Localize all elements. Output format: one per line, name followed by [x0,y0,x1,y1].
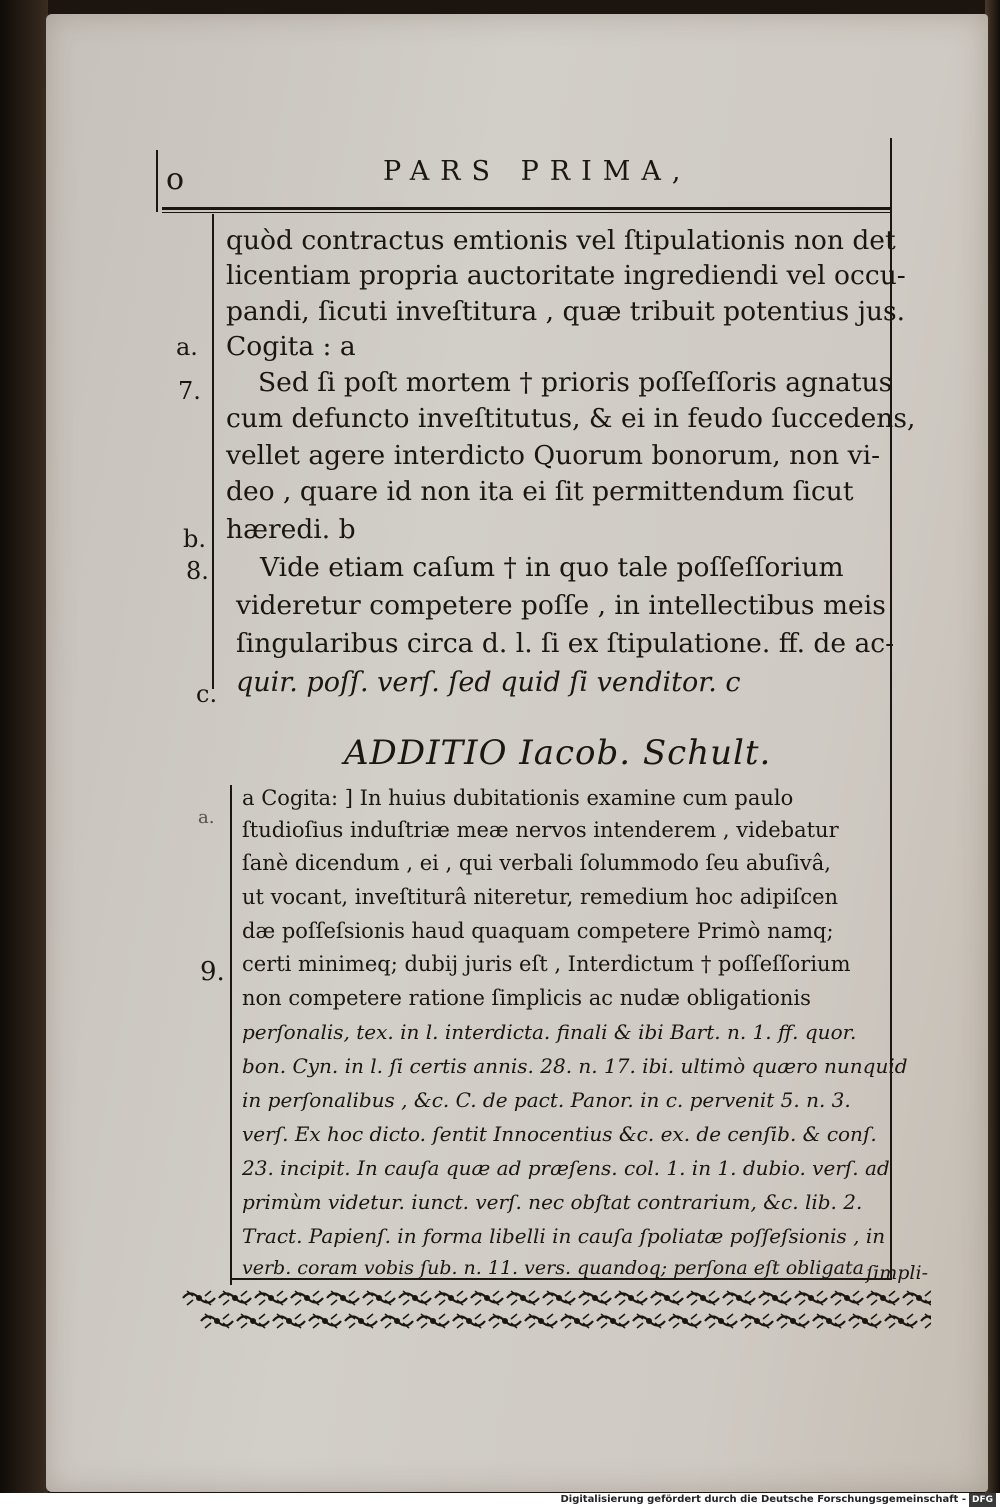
note-line: certi minimeq; dubij juris eſt , Interdictum † poſſeſſorium [242,952,851,976]
frame-left-outer [156,150,158,212]
note-line: verb. coram vobis ſub. n. 11. vers. quandoq; perſona eſt obligata [242,1257,864,1279]
note-line: bon. Cyn. in l. ſi certis annis. 28. n. 17. ibi. ultimò quæro nunquid [242,1054,908,1078]
page-number: o [166,162,185,197]
text-line: Sed ſi poſt mortem † prioris poſſeſſoris agnatus [258,367,893,398]
digitization-footer [0,1493,1000,1507]
text-line: ſingularibus circa d. l. ſi ex ſtipulatione. ff. de ac- [236,628,895,659]
margin-mark: 7. [178,377,201,405]
column-rule [212,214,214,689]
note-line: 23. incipit. In cauſa quæ ad præſens. col. 1. in 1. dubio. verſ. ad [242,1156,890,1180]
header-rule-thin [162,212,892,213]
text-line: videretur competere poſſe , in intellectibus meis [236,590,886,621]
text-line: cum defuncto inveſtitutus, & ei in feudo ſuccedens, [226,403,916,434]
margin-mark: a. [176,333,198,361]
catchword: ſimpli- [866,1262,928,1284]
note-line: primùm videtur. iunct. verſ. nec obſtat contrarium, &c. lib. 2. [242,1190,863,1214]
text-line: vellet agere interdicto Quorum bonorum, non vi- [226,440,881,471]
margin-mark: a. [198,807,215,828]
margin-mark: b. [183,525,206,553]
margin-mark: c. [196,680,218,708]
text-line: pandi, ſicuti inveſtitura , quæ tribuit potentius jus. [226,296,906,327]
text-line: quir. poſſ. verſ. ſed quid ſi venditor. c [236,667,741,698]
text-line: Cogita : a [226,331,356,362]
note-line: ſanè dicendum , ei , qui verbali ſolummodo ſeu abuſivâ, [242,851,831,875]
ornament-band [181,1287,931,1333]
note-line: ſtudioſius induſtriæ meæ nervos intenderem , videbatur [242,818,839,842]
running-head: PARS PRIMA, [383,156,692,187]
note-line: non competere ratione ſimplicis ac nudæ obligationis [242,986,811,1010]
note-line: dæ poſſeſsionis haud quaquam competere Primò namq; [242,919,834,943]
note-line: a Cogita: ] In huius dubitationis examine cum paulo [242,786,794,810]
margin-mark: 9. [200,957,225,987]
dfg-logo-badge: DFG [969,1493,996,1507]
header-rule [162,207,892,210]
text-line: quòd contractus emtionis vel ſtipulationis non det [226,225,896,256]
text-line: hæredi. b [226,514,356,545]
text-line: Vide etiam caſum † in quo tale poſſeſſorium [260,552,844,583]
note-line: verſ. Ex hoc dicto. ſentit Innocentius &c. ex. de cenſib. & conſ. [242,1122,877,1146]
margin-mark: 8. [186,557,209,585]
scan-border-left [0,0,48,1493]
footer-text: Digitalisierung gefördert durch die Deutsche Forschungsgemeinschaft - [560,1494,966,1505]
column-rule-lower [230,785,232,1285]
note-line: perſonalis, tex. in l. interdicta. finali & ibi Bart. n. 1. ff. quor. [242,1020,857,1044]
text-line: licentiam propria auctoritate ingrediendi vel occu- [226,260,906,291]
addition-heading: ADDITIO Iacob. Schult. [344,733,772,773]
note-line: ut vocant, inveſtiturâ niteretur, remedium hoc adipiſcen [242,885,839,909]
note-line: Tract. Papienſ. in forma libelli in cauſa ſpoliatæ poſſeſsionis , in [242,1224,886,1248]
text-line: deo , quare id non ita ei ſit permittendum ſicut [226,476,854,507]
note-line: in perſonalibus , &c. C. de pact. Panor. in c. pervenit 5. n. 3. [242,1088,851,1112]
